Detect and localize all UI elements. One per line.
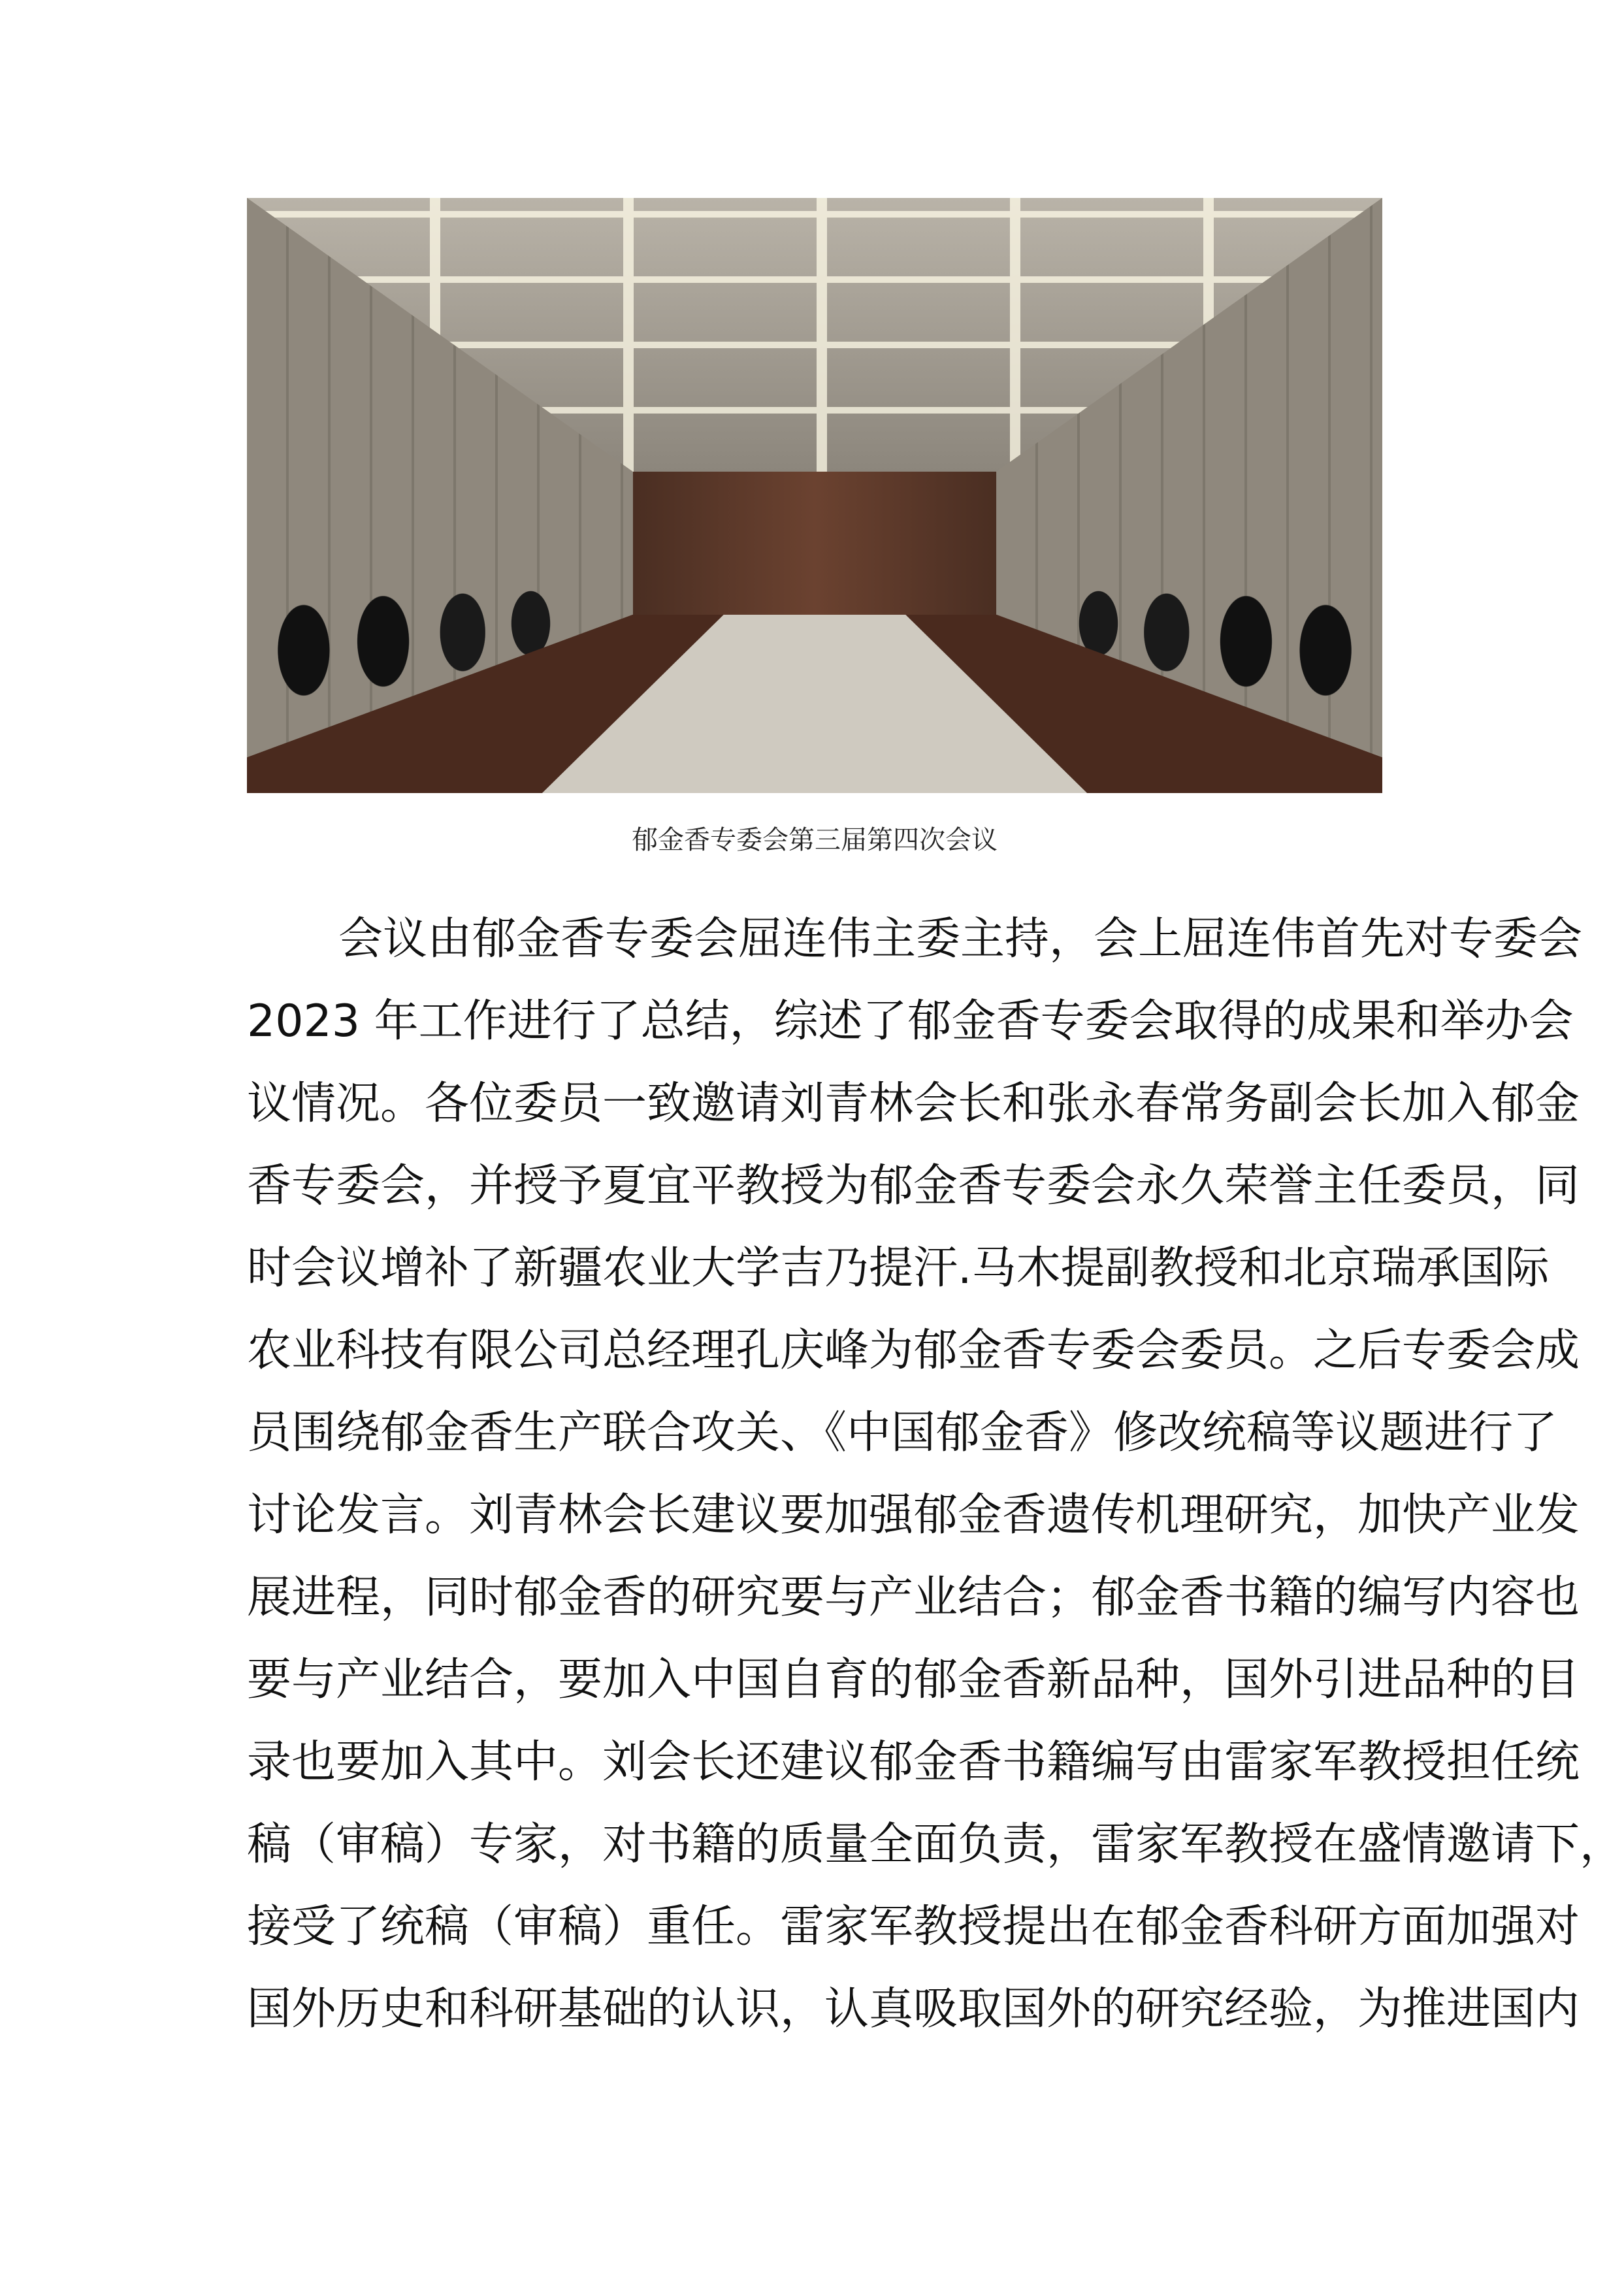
- paragraph-line: 要与产业结合，要加入中国自育的郁金香新品种，国外引进品种的目: [247, 1654, 1580, 1706]
- paragraph-line: 2023 年工作进行了总结，综述了郁金香专委会取得的成果和举办会: [247, 996, 1574, 1047]
- paragraph-line: 展进程，同时郁金香的研究要与产业结合；郁金香书籍的编写内容也: [247, 1572, 1580, 1623]
- paragraph-line: 国外历史和科研基础的认识，认真吸取国外的研究经验，为推进国内: [247, 1983, 1580, 2035]
- paragraph-line: 农业科技有限公司总经理孔庆峰为郁金香专委会委员。之后专委会成: [247, 1325, 1580, 1376]
- meeting-photo: [247, 198, 1382, 793]
- paragraph-line: 接受了统稿（审稿）重任。雷家军教授提出在郁金香科研方面加强对: [247, 1901, 1580, 1953]
- paragraph-line: 讨论发言。刘青林会长建议要加强郁金香遗传机理研究，加快产业发: [247, 1489, 1580, 1541]
- figure-caption: 郁金香专委会第三届第四次会议: [632, 825, 998, 855]
- paragraph-line: 员围绕郁金香生产联合攻关、《中国郁金香》修改统稿等议题进行了: [247, 1407, 1558, 1459]
- paragraph-line: 会议由郁金香专委会屈连伟主委主持，会上屈连伟首先对专委会: [338, 913, 1583, 965]
- paragraph-line: 议情况。各位委员一致邀请刘青林会长和张永春常务副会长加入郁金: [247, 1078, 1580, 1129]
- body-paragraph: [247, 913, 1624, 2066]
- paragraph-line: 录也要加入其中。刘会长还建议郁金香书籍编写由雷家军教授担任统: [247, 1736, 1580, 1788]
- paragraph-line: 香专委会，并授予夏宜平教授为郁金香专委会永久荣誉主任委员，同: [247, 1160, 1580, 1212]
- paragraph-line: 时会议增补了新疆农业大学吉乃提汗.马木提副教授和北京瑞承国际: [247, 1243, 1550, 1294]
- paragraph-line: 稿（审稿）专家，对书籍的质量全面负责，雷家军教授在盛情邀请下，: [247, 1819, 1624, 1870]
